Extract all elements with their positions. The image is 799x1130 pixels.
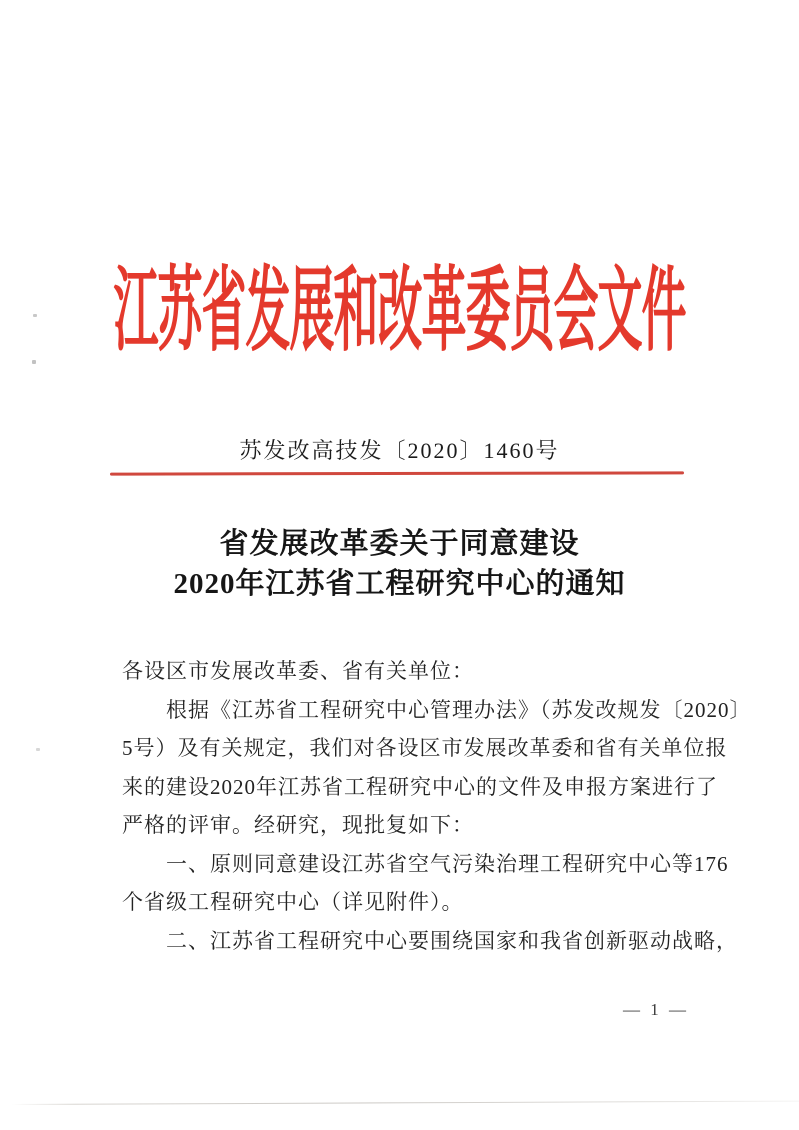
body-line-item-2: 二、江苏省工程研究中心要围绕国家和我省创新驱动战略， (122, 928, 738, 953)
notice-title-line-1: 省发展改革委关于同意建设 (219, 528, 580, 560)
notice-title (0, 524, 799, 604)
scan-artifact-speck (32, 360, 36, 364)
body-line-salutation: 各设区市发展改革委、省有关单位： (122, 659, 474, 683)
body-line: 来的建设2020年江苏省工程研究中心的文件及申报方案进行了 (122, 774, 718, 799)
red-divider-line (110, 471, 684, 475)
document-reference-number: 苏发改高技发〔2020〕1460号 (239, 438, 560, 463)
letterhead-banner-title: 江苏省发展和改革委员会文件 (113, 259, 686, 363)
body-line: 根据《江苏省工程研究中心管理办法》（苏发改规发〔2020〕 (122, 697, 752, 722)
page-number: — 1 — (623, 1000, 689, 1019)
body-line: 严格的评审。经研究，现批复如下： (122, 813, 474, 837)
body-line: 5号）及有关规定，我们对各设区市发展改革委和省有关单位报 (122, 736, 728, 760)
notice-title-line-2: 2020年江苏省工程研究中心的通知 (173, 568, 626, 600)
scan-artifact-speck (36, 748, 40, 751)
body-line: 个省级工程研究中心（详见附件）。 (122, 890, 464, 914)
scan-artifact-speck (33, 314, 37, 317)
document-body (122, 652, 752, 960)
scan-artifact-line (12, 1101, 799, 1105)
body-line-item-1: 一、原则同意建设江苏省空气污染治理工程研究中心等176 (122, 851, 729, 876)
